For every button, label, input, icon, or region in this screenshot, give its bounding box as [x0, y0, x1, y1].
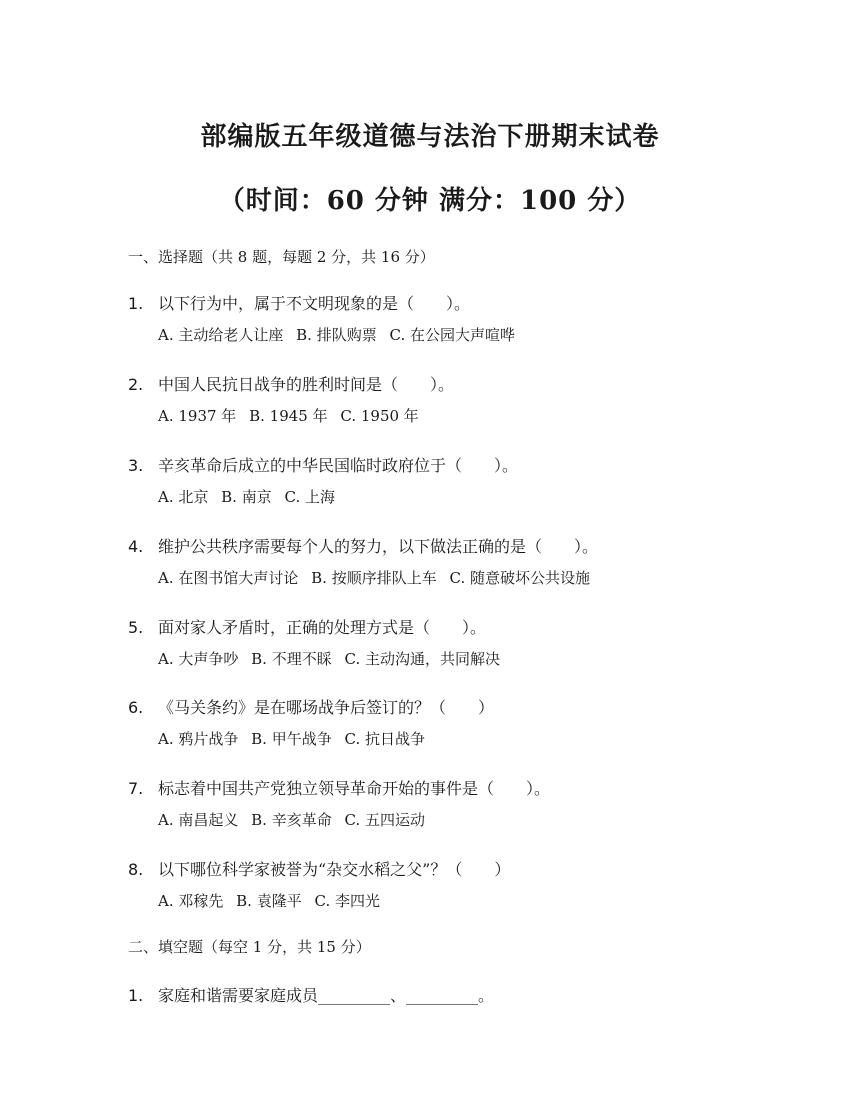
question-text: 面对家人矛盾时，正确的处理方式是（ ）。: [158, 618, 487, 637]
question-number: 5.: [128, 618, 144, 637]
section-heading-choice: 一、选择题（共 8 题，每题 2 分，共 16 分）: [128, 248, 435, 266]
question-number: 4.: [128, 537, 144, 556]
option-c: C. 1950 年: [340, 407, 419, 425]
question-text: 以下行为中，属于不文明现象的是（ ）。: [158, 294, 471, 313]
question-text: 维护公共秩序需要每个人的努力，以下做法正确的是（ ）。: [158, 537, 599, 556]
question-options: [158, 807, 768, 833]
question-options: [158, 484, 768, 510]
question-options: [158, 888, 768, 914]
question-text: 《马关条约》是在哪场战争后签订的？（ ）: [158, 698, 495, 717]
option-b: B. 按顺序排队上车: [311, 569, 437, 587]
question-number: 8.: [128, 860, 144, 879]
option-b: B. 甲午战争: [251, 730, 332, 748]
option-a: A. 大声争吵: [158, 650, 239, 668]
option-b: B. 排队购票: [296, 326, 377, 344]
option-b: B. 不理不睬: [251, 650, 332, 668]
question-options: [158, 322, 768, 348]
question-item: [128, 452, 768, 510]
question-number: 3.: [128, 456, 144, 475]
question-text: 辛亥革命后成立的中华民国临时政府位于（ ）。: [158, 456, 519, 475]
option-a: A. 南昌起义: [158, 811, 239, 829]
question-options: [158, 565, 768, 591]
option-c: C. 随意破坏公共设施: [449, 569, 590, 587]
section-heading-fill-in: 二、填空题（每空 1 分，共 15 分）: [128, 938, 371, 956]
question-item: [128, 533, 768, 591]
option-c: C. 在公园大声喧哗: [389, 326, 515, 344]
question-number: 2.: [128, 375, 144, 394]
question-text: 以下哪位科学家被誉为“杂交水稻之父”？（ ）: [158, 860, 511, 879]
question-item: [128, 856, 768, 914]
option-c: C. 抗日战争: [344, 730, 425, 748]
question-item: [128, 694, 768, 752]
option-a: A. 鸦片战争: [158, 730, 239, 748]
page-subtitle: （时间：60 分钟 满分：100 分）: [218, 186, 642, 216]
option-c: C. 李四光: [314, 892, 380, 910]
option-b: B. 南京: [221, 488, 272, 506]
option-a: A. 邓稼先: [158, 892, 224, 910]
option-a: A. 北京: [158, 488, 209, 506]
page-title: 部编版五年级道德与法治下册期末试卷: [200, 122, 660, 152]
question-item: [128, 290, 768, 348]
question-item: [128, 775, 768, 833]
option-b: B. 袁隆平: [236, 892, 302, 910]
option-c: C. 上海: [284, 488, 335, 506]
option-b: B. 1945 年: [249, 407, 328, 425]
question-item: [128, 614, 768, 672]
question-text: 中国人民抗日战争的胜利时间是（ ）。: [158, 375, 455, 394]
question-number: 1.: [128, 986, 144, 1005]
option-a: A. 1937 年: [158, 407, 237, 425]
option-c: C. 五四运动: [344, 811, 425, 829]
question-options: [158, 726, 768, 752]
question-number: 6.: [128, 698, 144, 717]
option-a: A. 主动给老人让座: [158, 326, 284, 344]
question-item: [128, 982, 768, 1010]
question-text: 家庭和谐需要家庭成员_________、_________。: [158, 986, 495, 1005]
question-number: 1.: [128, 294, 144, 313]
option-b: B. 辛亥革命: [251, 811, 332, 829]
question-options: [158, 646, 768, 672]
question-number: 7.: [128, 779, 144, 798]
option-a: A. 在图书馆大声讨论: [158, 569, 299, 587]
question-item: [128, 371, 768, 429]
option-c: C. 主动沟通，共同解决: [344, 650, 500, 668]
question-options: [158, 403, 768, 429]
question-text: 标志着中国共产党独立领导革命开始的事件是（ ）。: [158, 779, 551, 798]
